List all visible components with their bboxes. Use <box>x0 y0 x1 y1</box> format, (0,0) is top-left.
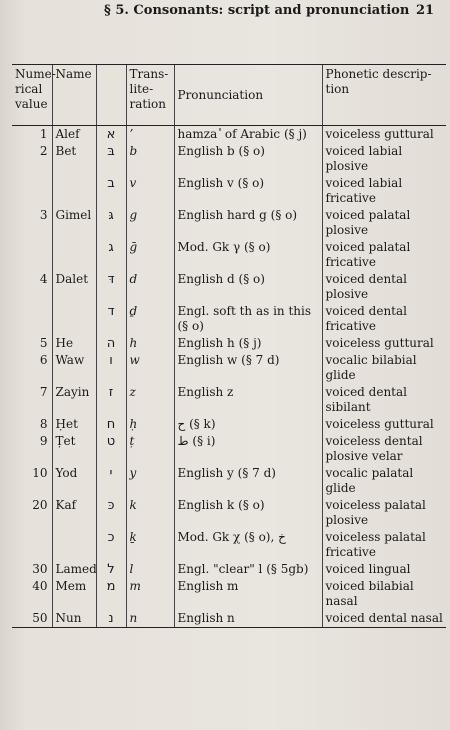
cell-description: voiceless guttural <box>322 335 446 352</box>
cell-description: voiced palatal fricative <box>322 239 446 271</box>
cell-pronunciation: English w (§ 7 d) <box>174 352 322 384</box>
cell-letter: ד <box>96 303 126 335</box>
table-row <box>12 335 446 352</box>
cell-name <box>52 303 96 335</box>
cell-value: 3 <box>39 208 48 222</box>
cell-translit: m <box>126 578 174 610</box>
table-header-row <box>12 65 446 126</box>
cell-value: 20 <box>32 498 48 512</box>
table-row <box>12 126 446 144</box>
column-header-numerical-value: Nume-rical value <box>12 65 52 126</box>
table-row <box>12 271 446 303</box>
cell-value: 6 <box>39 353 48 367</box>
cell-description: vocalic bilabial glide <box>322 352 446 384</box>
cell-pronunciation: Engl. "clear" l (§ 5gb) <box>174 561 322 578</box>
cell-description: voiced labial fricative <box>322 175 446 207</box>
consonants-table <box>12 64 446 628</box>
table-row <box>12 561 446 578</box>
cell-value: 5 <box>39 336 48 350</box>
cell-name: He <box>52 335 96 352</box>
cell-name <box>52 529 96 561</box>
table-row <box>12 384 446 416</box>
cell-name: Kaf <box>52 497 96 529</box>
cell-name: Bet <box>52 143 96 175</box>
cell-description: voiceless palatal fricative <box>322 529 446 561</box>
cell-letter: ל <box>96 561 126 578</box>
cell-name: Gimel <box>52 207 96 239</box>
cell-name: Mem <box>52 578 96 610</box>
cell-letter: מ <box>96 578 126 610</box>
cell-letter: ו <box>96 352 126 384</box>
cell-letter: בּ <box>96 143 126 175</box>
cell-description: voiced dental plosive <box>322 271 446 303</box>
cell-description: voiced lingual <box>322 561 446 578</box>
cell-name <box>52 175 96 207</box>
column-header-letter <box>96 65 126 126</box>
cell-translit: g <box>126 207 174 239</box>
table-row <box>12 352 446 384</box>
table-row <box>12 610 446 628</box>
cell-value: 2 <box>39 144 48 158</box>
cell-pronunciation: English k (§ o) <box>174 497 322 529</box>
cell-translit: ’ <box>126 126 174 144</box>
table-row <box>12 143 446 175</box>
cell-pronunciation: English n <box>174 610 322 628</box>
cell-name: Waw <box>52 352 96 384</box>
cell-translit: ḥ <box>126 416 174 433</box>
cell-translit: ḏ <box>126 303 174 335</box>
table-row <box>12 433 446 465</box>
table-row <box>12 303 446 335</box>
cell-translit: ḡ <box>126 239 174 271</box>
cell-letter: ט <box>96 433 126 465</box>
cell-letter: דּ <box>96 271 126 303</box>
cell-name: Nun <box>52 610 96 628</box>
cell-letter: ב <box>96 175 126 207</box>
cell-value <box>12 529 52 561</box>
cell-name: Ḥet <box>52 416 96 433</box>
cell-translit: l <box>126 561 174 578</box>
cell-pronunciation: hamza ٔ of Arabic (§ j) <box>174 126 322 144</box>
cell-pronunciation: Mod. Gk χ (§ o), خ <box>174 529 322 561</box>
cell-name: Zayin <box>52 384 96 416</box>
table-row <box>12 465 446 497</box>
cell-name <box>52 239 96 271</box>
cell-translit: ṭ <box>126 433 174 465</box>
column-header-phonetic-description: Phonetic descrip-tion <box>322 65 446 126</box>
cell-pronunciation: English v (§ o) <box>174 175 322 207</box>
cell-pronunciation: English b (§ o) <box>174 143 322 175</box>
cell-value: 10 <box>32 466 48 480</box>
cell-value: 8 <box>39 417 48 431</box>
cell-pronunciation: English hard g (§ o) <box>174 207 322 239</box>
table-row <box>12 529 446 561</box>
cell-description: voiced labial plosive <box>322 143 446 175</box>
cell-letter: ח <box>96 416 126 433</box>
page-number: 21 <box>416 3 435 18</box>
table-row <box>12 207 446 239</box>
cell-pronunciation: ط (§ i) <box>174 433 322 465</box>
cell-letter: ג <box>96 239 126 271</box>
cell-letter: גּ <box>96 207 126 239</box>
table-row <box>12 175 446 207</box>
cell-pronunciation: English d (§ o) <box>174 271 322 303</box>
cell-description: voiced palatal plosive <box>322 207 446 239</box>
cell-description: voiced dental nasal <box>322 610 446 628</box>
cell-letter: כ <box>96 529 126 561</box>
table-row <box>12 239 446 271</box>
cell-value: 7 <box>39 385 48 399</box>
cell-pronunciation: Engl. soft th as in this (§ o) <box>174 303 322 335</box>
cell-description: voiceless palatal plosive <box>322 497 446 529</box>
cell-letter: ה <box>96 335 126 352</box>
cell-value <box>12 175 52 207</box>
cell-pronunciation: English z <box>174 384 322 416</box>
table-row <box>12 578 446 610</box>
cell-letter: ז <box>96 384 126 416</box>
column-header-name: Name <box>52 65 96 126</box>
cell-value: 4 <box>39 272 48 286</box>
cell-letter: כּ <box>96 497 126 529</box>
cell-letter: א <box>96 126 126 144</box>
cell-pronunciation: English m <box>174 578 322 610</box>
cell-letter: י <box>96 465 126 497</box>
cell-translit: h <box>126 335 174 352</box>
cell-value: 9 <box>39 434 48 448</box>
cell-translit: ḵ <box>126 529 174 561</box>
page-header <box>0 0 450 30</box>
cell-translit: n <box>126 610 174 628</box>
cell-translit: k <box>126 497 174 529</box>
cell-pronunciation: English h (§ j) <box>174 335 322 352</box>
cell-pronunciation: Mod. Gk γ (§ o) <box>174 239 322 271</box>
cell-translit: z <box>126 384 174 416</box>
cell-description: voiceless guttural <box>322 416 446 433</box>
cell-description: vocalic palatal glide <box>322 465 446 497</box>
cell-description: voiceless guttural <box>322 126 446 144</box>
table-row <box>12 416 446 433</box>
cell-value <box>12 303 52 335</box>
cell-name: Yod <box>52 465 96 497</box>
cell-description: voiced bilabial nasal <box>322 578 446 610</box>
table-row <box>12 497 446 529</box>
column-header-transliteration: Trans-lite-ration <box>126 65 174 126</box>
cell-name: Lamed <box>52 561 96 578</box>
cell-translit: d <box>126 271 174 303</box>
cell-name: Alef <box>52 126 96 144</box>
cell-value: 40 <box>32 579 48 593</box>
cell-translit: v <box>126 175 174 207</box>
cell-description: voiced dental fricative <box>322 303 446 335</box>
column-header-pronunciation: Pronunciation <box>174 65 322 126</box>
cell-pronunciation: English y (§ 7 d) <box>174 465 322 497</box>
cell-value: 30 <box>32 562 48 576</box>
cell-name: Dalet <box>52 271 96 303</box>
cell-description: voiced dental sibilant <box>322 384 446 416</box>
cell-name: Ṭet <box>52 433 96 465</box>
cell-pronunciation: ح (§ k) <box>174 416 322 433</box>
cell-value: 1 <box>39 127 48 141</box>
cell-description: voiceless dental plosive velar <box>322 433 446 465</box>
section-title: § 5. Consonants: script and pronunciation <box>104 3 410 18</box>
cell-translit: b <box>126 143 174 175</box>
cell-translit: y <box>126 465 174 497</box>
cell-letter: נ <box>96 610 126 628</box>
cell-value: 50 <box>12 610 52 628</box>
cell-translit: w <box>126 352 174 384</box>
cell-value <box>12 239 52 271</box>
